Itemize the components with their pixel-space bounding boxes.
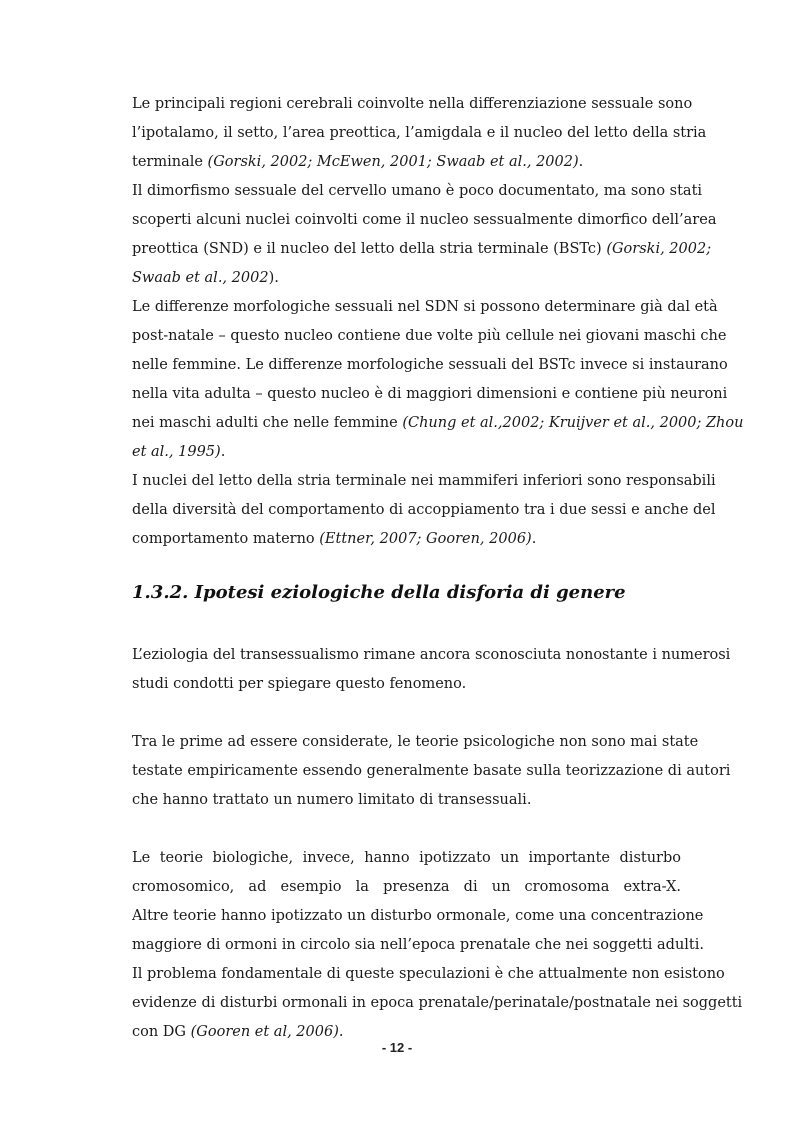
- text-run: nelle femmine. Le differenze morfologiche sessuali del BSTc invece si instaurano: [132, 357, 728, 373]
- text-run: Le differenze morfologiche sessuali nel SDN si possono determinare già dal età: [132, 299, 718, 315]
- text-line: [132, 786, 681, 815]
- text-run: I nuclei del letto della stria terminale nei mammiferi inferiori sono responsabili: [132, 473, 716, 489]
- paragraph: [132, 641, 731, 699]
- text-run: Tra le prime ad essere considerate, le teorie psicologiche non sono mai state: [132, 734, 699, 750]
- text-line: [132, 931, 704, 960]
- text-line: [132, 235, 712, 264]
- text-run: Il dimorfismo sessuale del cervello umano è poco documentato, ma sono stati: [132, 183, 703, 199]
- text-run: nei maschi adulti che nelle femmine: [132, 415, 403, 431]
- text-run: preottica (SND) e il nucleo del letto della stria terminale (BSTc): [132, 241, 607, 257]
- text-run: ).: [268, 270, 279, 286]
- text-run: maggiore di ormoni in circolo sia nell’epoca prenatale che nei soggetti adulti.: [132, 937, 704, 953]
- text-line: [132, 728, 699, 757]
- text-run: Il problema fondamentale di queste speculazioni è che attualmente non esistono: [132, 966, 725, 982]
- text-run: scoperti alcuni nuclei coinvolti come il nucleo sessualmente dimorfico dell’area: [132, 212, 717, 228]
- text-line: [132, 90, 693, 119]
- citation: et al., 1995): [132, 444, 221, 460]
- section-heading: 1.3.2. Ipotesi eziologiche della disforia di genere: [132, 582, 626, 603]
- text-line: [132, 264, 681, 293]
- text-run: .: [531, 531, 537, 547]
- text-line: [132, 409, 744, 438]
- citation: Swaab et al., 2002: [132, 270, 269, 286]
- citation: (Chung et al.,2002; Kruijver et al., 2000; Zhou: [402, 415, 744, 431]
- text-line: [132, 148, 681, 177]
- text-run: terminale: [132, 154, 208, 170]
- text-run: che hanno trattato un numero limitato di transessuali.: [132, 792, 532, 808]
- text-line: [132, 873, 681, 902]
- paragraph: [132, 844, 743, 1047]
- text-run: evidenze di disturbi ormonali in epoca prenatale/perinatale/postnatale nei soggetti: [132, 995, 743, 1011]
- citation: (Gorski, 2002;: [606, 241, 712, 257]
- body-text-top: [132, 90, 744, 554]
- text-line: [132, 293, 718, 322]
- body-text-bottom: [132, 641, 743, 1047]
- text-line: [132, 119, 707, 148]
- text-line: [132, 989, 743, 1018]
- text-run: l’ipotalamo, il setto, l’area preottica, l’amigdala e il nucleo del letto della stria: [132, 125, 707, 141]
- text-run: .: [220, 444, 226, 460]
- text-line: [132, 206, 717, 235]
- citation: (Ettner, 2007; Gooren, 2006): [319, 531, 532, 547]
- text-line: [132, 844, 681, 873]
- text-run: cromosomico, ad esempio la presenza di un cromosoma extra-X.: [132, 879, 681, 895]
- paragraph: [132, 90, 707, 177]
- text-run: nella vita adulta – questo nucleo è di maggiori dimensioni e contiene più neuroni: [132, 386, 728, 402]
- text-line: [132, 438, 681, 467]
- text-line: [132, 902, 704, 931]
- text-line: [132, 496, 716, 525]
- text-line: [132, 380, 728, 409]
- text-line: [132, 351, 728, 380]
- text-run: post-natale – questo nucleo contiene due volte più cellule nei giovani maschi che: [132, 328, 727, 344]
- text-run: L’eziologia del transessualismo rimane ancora sconosciuta nonostante i numerosi: [132, 647, 731, 663]
- text-line: [132, 177, 703, 206]
- text-line: [132, 322, 727, 351]
- citation: (Gooren et al, 2006): [190, 1024, 339, 1040]
- text-run: studi condotti per spiegare questo fenomeno.: [132, 676, 467, 692]
- paragraph: [132, 467, 716, 554]
- text-run: .: [338, 1024, 344, 1040]
- paragraph: [132, 293, 744, 467]
- text-line: [132, 467, 716, 496]
- text-run: Le teorie biologiche, invece, hanno ipotizzato un importante disturbo: [132, 850, 681, 866]
- citation: (Gorski, 2002; McEwen, 2001; Swaab et al., 2002): [207, 154, 579, 170]
- text-line: [132, 670, 681, 699]
- text-run: .: [578, 154, 584, 170]
- text-line: [132, 641, 731, 670]
- text-run: della diversità del comportamento di accoppiamento tra i due sessi e anche del: [132, 502, 716, 518]
- text-run: Le principali regioni cerebrali coinvolte nella differenziazione sessuale sono: [132, 96, 693, 112]
- paragraph: [132, 728, 731, 815]
- paragraph: [132, 177, 717, 293]
- text-line: [132, 757, 731, 786]
- text-line: [132, 960, 725, 989]
- page-number: - 12 -: [381, 1040, 413, 1055]
- text-run: testate empiricamente essendo generalmente basate sulla teorizzazione di autori: [132, 763, 731, 779]
- text-line: [132, 525, 681, 554]
- text-run: comportamento materno: [132, 531, 320, 547]
- text-run: Altre teorie hanno ipotizzato un disturbo ormonale, come una concentrazione: [132, 908, 704, 924]
- text-run: con DG: [132, 1024, 191, 1040]
